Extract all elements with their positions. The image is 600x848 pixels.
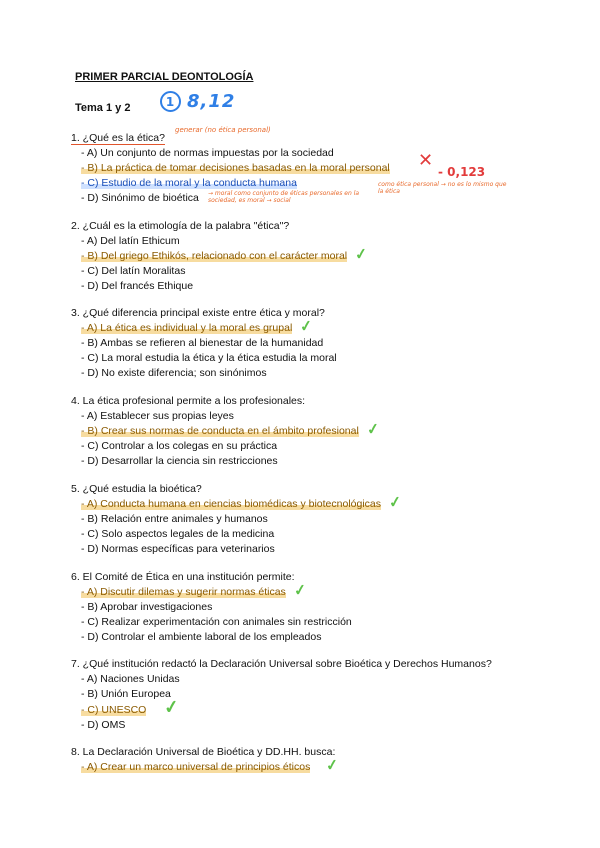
check-icon: ✓ <box>387 493 403 512</box>
question-4 <box>71 394 379 469</box>
option-a: - A) Establecer sus propias leyes <box>81 410 234 422</box>
option-c: - C) UNESCO ✓ <box>81 696 181 718</box>
option-a: - A) Discutir dilemas y sugerir normas éticas ✓ <box>81 581 308 600</box>
handwritten-score <box>160 91 235 112</box>
option-d: - D) Normas específicas para veterinarios <box>81 543 275 555</box>
check-icon: ✓ <box>365 420 381 439</box>
option-c: - C) Del latín Moralitas <box>81 265 186 277</box>
question-5 <box>71 482 402 557</box>
option-d: - D) Controlar el ambiente laboral de los empleados <box>81 631 322 643</box>
penalty-value: - 0,123 <box>438 165 486 179</box>
option-c: - C) Controlar a los colegas en su práctica <box>81 440 278 452</box>
option-b: - B) Aprobar investigaciones <box>81 601 213 613</box>
question-8 <box>71 745 339 775</box>
option-a: - A) Naciones Unidas <box>81 673 180 685</box>
option-a: - A) Del latín Ethicum <box>81 235 180 247</box>
option-d: - D) Sinónimo de bioética <box>81 192 199 204</box>
option-b: - B) Del griego Ethikós, relacionado con el carácter moral ✓ <box>81 245 369 264</box>
question-text: 1. ¿Qué es la ética? <box>71 132 165 144</box>
check-icon: ✓ <box>325 756 340 775</box>
option-d: - D) Del francés Ethique <box>81 280 194 292</box>
question-text: 5. ¿Qué estudia la bioética? <box>71 483 202 495</box>
option-b: - B) Crear sus normas de conducta en el ámbito profesional ✓ <box>81 420 381 439</box>
question-2 <box>71 219 368 294</box>
wrong-mark-icon: ✕ <box>418 150 434 171</box>
question-6 <box>71 570 352 645</box>
question-text: 4. La ética profesional permite a los profesionales: <box>71 395 306 407</box>
question-text: 6. El Comité de Ética en una institución permite: <box>71 571 295 583</box>
check-icon: ✓ <box>292 581 308 600</box>
option-c: - C) Estudio de la moral y la conducta humana <box>81 177 297 189</box>
option-d: - D) OMS <box>81 719 126 731</box>
option-b: - B) Relación entre animales y humanos <box>81 513 268 525</box>
option-d: - D) No existe diferencia; son sinónimos <box>81 367 267 379</box>
check-icon: ✓ <box>163 696 181 718</box>
question-text: 2. ¿Cuál es la etimología de la palabra "ética"? <box>71 220 290 232</box>
question-text: 7. ¿Qué institución redactó la Declaración Universal sobre Bioética y Derechos Humanos? <box>71 658 492 670</box>
option-c: - C) Realizar experimentación con animales sin restricción <box>81 616 352 628</box>
score-circle: 1 <box>160 91 181 112</box>
question-text: 8. La Declaración Universal de Bioética y DD.HH. busca: <box>71 746 336 758</box>
option-a: - A) La ética es individual y la moral es grupal ✓ <box>81 317 314 336</box>
question-3 <box>71 306 337 381</box>
option-a: - A) Crear un marco universal de principios éticos ✓ <box>81 756 340 775</box>
question-7 <box>71 657 492 733</box>
option-b: - B) La práctica de tomar decisiones basadas en la moral personal <box>81 162 390 174</box>
option-c: - C) Solo aspectos legales de la medicina <box>81 528 275 540</box>
document-title: PRIMER PARCIAL DEONTOLOGÍA <box>75 71 254 83</box>
check-icon: ✓ <box>299 317 314 336</box>
option-a: - A) Un conjunto de normas impuestas por la sociedad <box>81 147 334 159</box>
handwritten-note: como ética personal → no es lo mismo que la ética <box>378 181 507 195</box>
score-value: 8,12 <box>187 91 236 112</box>
option-d: - D) Desarrollar la ciencia sin restricciones <box>81 455 278 467</box>
handwritten-note: generar (no ética personal) <box>175 126 271 134</box>
option-c: - C) La moral estudia la ética y la ética estudia la moral <box>81 352 337 364</box>
option-a: - A) Conducta humana en ciencias biomédicas y biotecnológicas ✓ <box>81 493 403 512</box>
question-text: 3. ¿Qué diferencia principal existe entre ética y moral? <box>71 307 325 319</box>
section-heading: Tema 1 y 2 <box>75 102 131 114</box>
option-b: - B) Unión Europea <box>81 688 171 700</box>
handwritten-note: → moral como conjunto de éticas personales en la sociedad, es moral → social <box>208 190 360 204</box>
option-b: - B) Ambas se refieren al bienestar de la humanidad <box>81 337 324 349</box>
check-icon: ✓ <box>353 245 369 264</box>
